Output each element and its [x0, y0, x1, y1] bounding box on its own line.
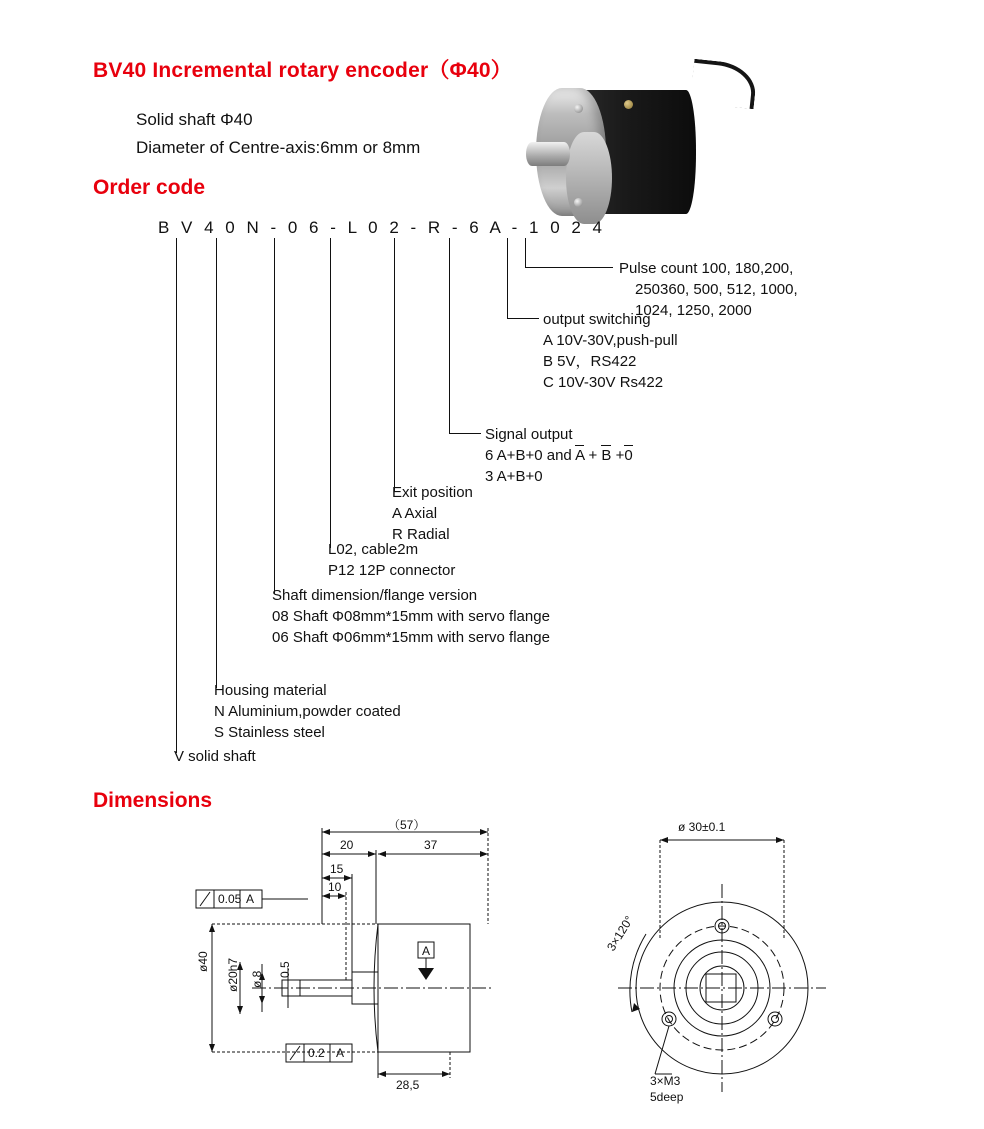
leader-stem-pulse	[525, 238, 526, 267]
signal-output-title: Signal output	[485, 426, 573, 443]
output-switching-b: B 5V，RS422	[543, 353, 637, 370]
pulse-count-line-3: 1024, 1250, 2000	[635, 302, 752, 319]
encoder-photo	[520, 62, 750, 232]
callout-housing-material	[214, 680, 401, 743]
housing-material-s: S Stainless steel	[214, 724, 325, 741]
encoder-shaft	[526, 142, 570, 166]
output-switching-title: output switching	[543, 311, 651, 328]
cable-p12: P12 12P connector	[328, 562, 456, 579]
output-switching-c: C 10V-30V Rs422	[543, 374, 664, 391]
order-code-string: B V 4 0 N - 0 6 - L 0 2 - R - 6 A - 1 0 2 4	[158, 218, 606, 237]
shaft-dimension-06: 06 Shaft Φ06mm*15mm with servo flange	[272, 629, 550, 646]
front-hole-left	[662, 1012, 676, 1026]
order-code-heading: Order code	[93, 176, 206, 199]
tolerance-bottom-value: 0.2	[308, 1046, 325, 1060]
flange-screw-icon	[574, 198, 583, 207]
leader-stem-exit-position	[394, 238, 395, 491]
solid-shaft-v: V solid shaft	[174, 748, 256, 765]
dim-overall-length: （57）	[388, 818, 426, 832]
signal-output-3: 3 A+B+0	[485, 468, 543, 485]
signal-output-6: 6 A+B+0 and A + B +0	[485, 447, 633, 464]
dim-0-5: 0.5	[278, 961, 292, 978]
pulse-count-line-2: 250360, 500, 512, 1000,	[635, 281, 798, 298]
datum-triangle	[418, 968, 434, 980]
shaft-dimension-title: Shaft dimension/flange version	[272, 587, 478, 604]
exit-position-radial: R Radial	[392, 526, 450, 543]
dim-15: 15	[330, 862, 344, 876]
dim-angle-3x120: 3×120°	[604, 913, 637, 954]
spec-line-2: Diameter of Centre-axis:6mm or 8mm	[136, 138, 421, 157]
callout-exit-position	[392, 482, 473, 545]
front-hole-right	[768, 1012, 782, 1026]
spec-line-1: Solid shaft Φ40	[136, 110, 253, 129]
dim-10: 10	[328, 880, 342, 894]
exit-position-axial: A Axial	[392, 505, 438, 522]
page-title: BV40 Incremental rotary encoder（Φ40）	[93, 59, 512, 82]
dim-dia-40: ø40	[196, 951, 210, 972]
dim-thread-3xm3: 3×M3	[650, 1074, 681, 1088]
dim-28-5: 28,5	[396, 1078, 420, 1092]
flange-inner-ring	[566, 132, 612, 224]
body-screw-icon	[624, 100, 633, 109]
leader-stem-output-switching	[507, 238, 508, 318]
leader-stem-signal-output	[449, 238, 450, 433]
pulse-count-line-1: Pulse count 100, 180,200,	[619, 260, 794, 277]
dim-37: 37	[424, 838, 438, 852]
exit-position-title: Exit position	[392, 484, 473, 501]
shaft-dimension-08: 08 Shaft Φ08mm*15mm with servo flange	[272, 608, 550, 625]
leader-stem-solid-shaft	[176, 238, 177, 753]
leader-stem-shaft-dimension	[274, 238, 275, 594]
dim-bolt-circle: ø 30±0.1	[678, 820, 726, 834]
dimensions-heading: Dimensions	[93, 789, 213, 812]
dimensions-drawing	[0, 812, 984, 1112]
tolerance-top-value: 0.05	[218, 892, 242, 906]
tolerance-bottom-datum: A	[336, 1046, 345, 1060]
flange-screw-icon	[574, 104, 583, 113]
callout-output-switching	[505, 309, 678, 393]
leader-stem-cable	[330, 238, 331, 548]
dim-depth-5deep: 5deep	[650, 1090, 684, 1104]
callout-signal-output	[447, 424, 633, 487]
callout-shaft-dimension	[272, 585, 550, 648]
callout-cable	[328, 539, 455, 581]
dim-20: 20	[340, 838, 354, 852]
leader-stem-housing-material	[216, 238, 217, 688]
cable-l02: L02, cable2m	[328, 541, 419, 558]
datum-label-a: A	[422, 944, 431, 958]
housing-material-title: Housing material	[214, 682, 327, 699]
callout-solid-shaft	[174, 746, 256, 767]
dim-dia-8: ø 8	[250, 970, 264, 988]
cable-illustration	[690, 59, 758, 109]
tolerance-top-datum: A	[246, 892, 255, 906]
dim-dia-20h7: ø20h7	[226, 957, 240, 992]
dimensions-svg	[0, 812, 984, 1112]
output-switching-a: A 10V-30V,push-pull	[543, 332, 678, 349]
leader-arm-pulse	[525, 267, 613, 268]
front-bolt-circle	[660, 926, 784, 1050]
housing-material-n: N Aluminium,powder coated	[214, 703, 401, 720]
